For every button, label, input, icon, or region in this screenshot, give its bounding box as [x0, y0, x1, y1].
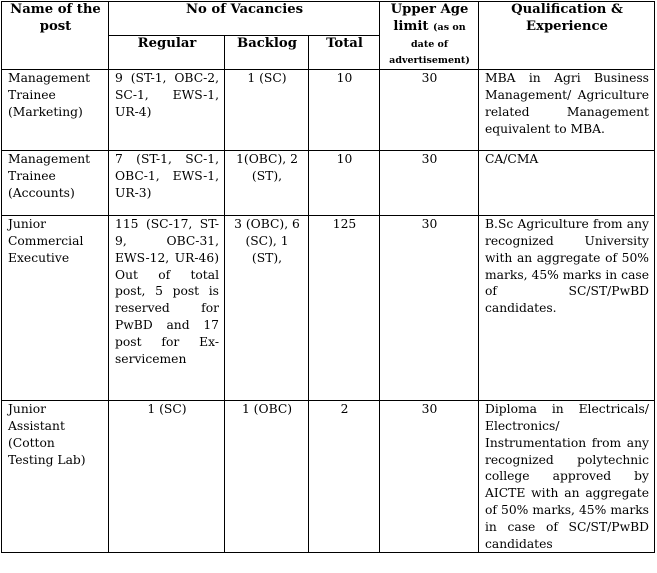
header-regular: Regular [109, 36, 225, 70]
header-post-name: Name of the post [2, 2, 109, 70]
age-cell: 30 [380, 70, 479, 151]
age-cell: 30 [380, 216, 479, 401]
total-cell: 10 [309, 151, 380, 216]
vacancy-table [1, 1, 655, 553]
total-cell: 2 [309, 401, 380, 553]
header-vacancies: No of Vacancies [109, 2, 380, 36]
post-name-cell: Management Trainee (Accounts) [2, 151, 109, 216]
regular-cell: 7 (ST-1, SC-1, OBC-1, EWS-1, UR-3) [109, 151, 225, 216]
post-name-cell: Junior Assistant (Cotton Testing Lab) [2, 401, 109, 553]
post-name-cell: Management Trainee (Marketing) [2, 70, 109, 151]
age-cell: 30 [380, 151, 479, 216]
qualification-cell: MBA in Agri Business Management/ Agriculture related Management equivalent to MBA. [479, 70, 655, 151]
table-row [2, 151, 655, 216]
header-qualification: Qualification & Experience [479, 2, 655, 70]
post-name-cell: Junior Commercial Executive [2, 216, 109, 401]
regular-cell: 9 (ST-1, OBC-2, SC-1, EWS-1, UR-4) [109, 70, 225, 151]
total-cell: 125 [309, 216, 380, 401]
header-row-1 [2, 2, 655, 36]
header-upper-age-note: (as on date of advertisement) [389, 21, 470, 67]
header-upper-age-label: Upper Age limit [390, 2, 469, 34]
backlog-cell: 3 (OBC), 6 (SC), 1 (ST), [225, 216, 309, 401]
header-upper-age [380, 2, 479, 70]
qualification-cell: Diploma in Electricals/ Electronics/ Instrumentation from any recognized polytechnic college approved by AICTE with an aggregate of 50% marks, 45% marks in case of SC/ST/PwBD candidates [479, 401, 655, 553]
regular-cell: 1 (SC) [109, 401, 225, 553]
total-cell: 10 [309, 70, 380, 151]
table-row [2, 401, 655, 553]
header-total: Total [309, 36, 380, 70]
backlog-cell: 1 (OBC) [225, 401, 309, 553]
qualification-cell: B.Sc Agriculture from any recognized University with an aggregate of 50% marks, 45% marks in case of SC/ST/PwBD candidates. [479, 216, 655, 401]
header-backlog: Backlog [225, 36, 309, 70]
regular-cell: 115 (SC-17, ST-9, OBC-31, EWS-12, UR-46) Out of total post, 5 post is reserved for PwBD and 17 post for Ex-servicemen [109, 216, 225, 401]
backlog-cell: 1(OBC), 2 (ST), [225, 151, 309, 216]
age-cell: 30 [380, 401, 479, 553]
table-row [2, 70, 655, 151]
table-row [2, 216, 655, 401]
qualification-cell: CA/CMA [479, 151, 655, 216]
backlog-cell: 1 (SC) [225, 70, 309, 151]
